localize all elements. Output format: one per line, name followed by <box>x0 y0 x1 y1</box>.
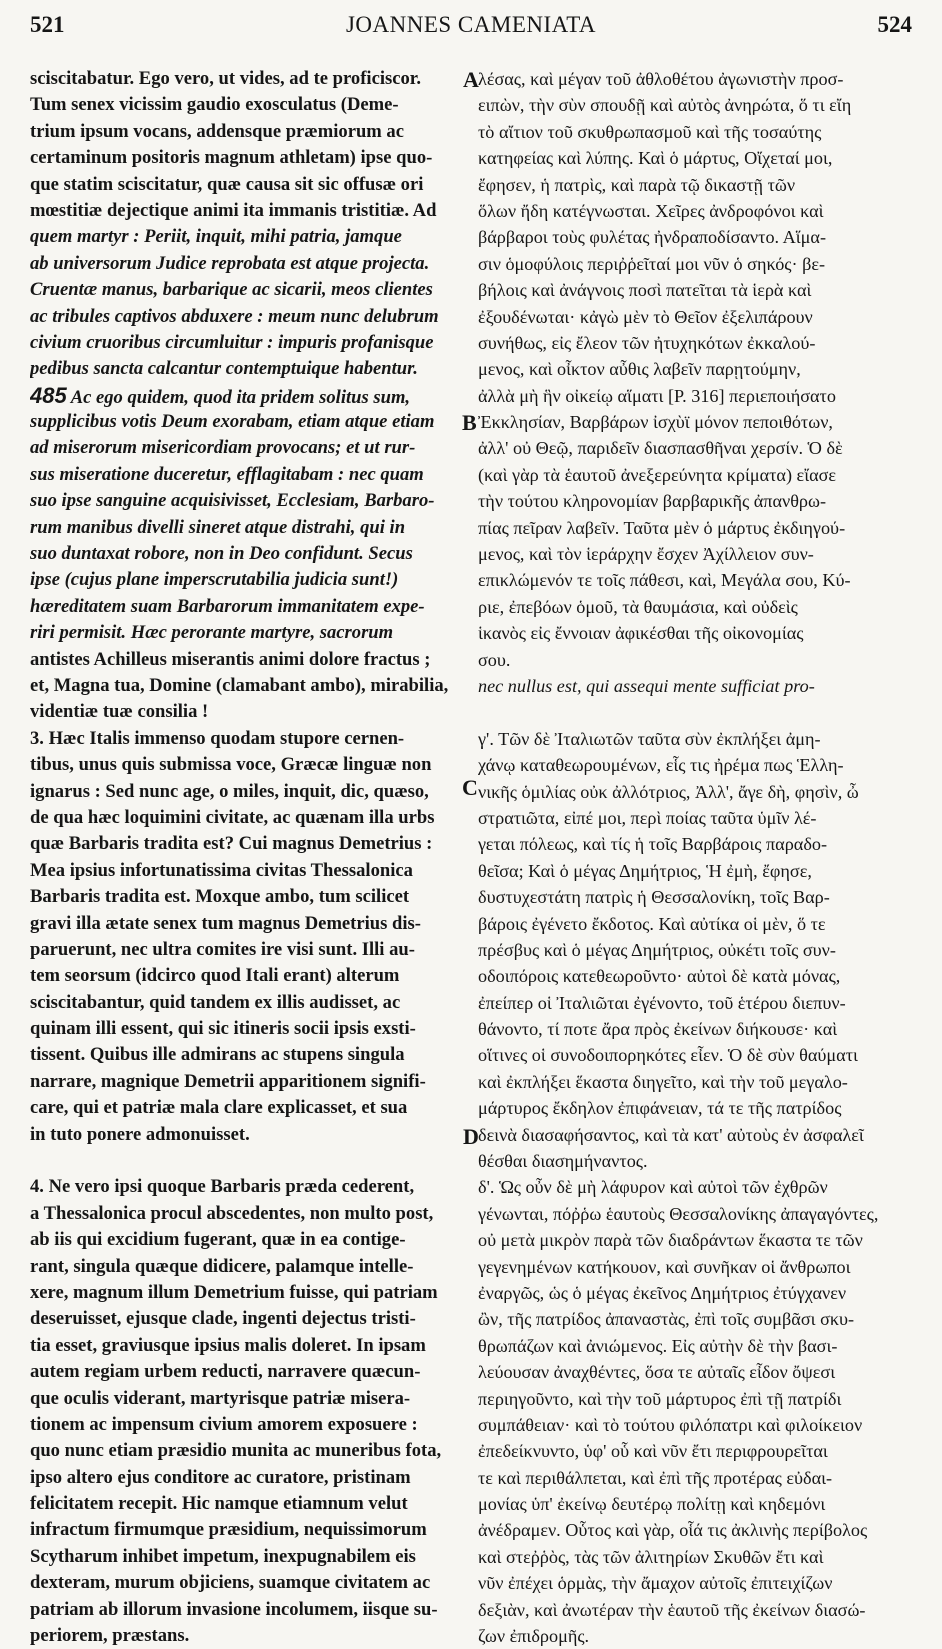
margin-page-number: 485 <box>30 382 67 408</box>
greek-text-line: δ'. Ὡς οὖν δὲ μὴ λάφυρον καὶ αὐτοὶ τῶν ἐχθρῶν <box>478 1177 828 1198</box>
latin-text-line: care, qui et patriæ mala clare explicasset, et sua <box>30 1097 408 1119</box>
latin-text-line: quem martyr : Periit, inquit, mihi patria, jamque <box>30 226 402 248</box>
latin-text-line: ab iis qui excidium fugerant, quæ in ea contige- <box>30 1229 406 1251</box>
section-marker-c: C <box>462 775 478 800</box>
greek-text-line: νικῆς ὁμιλίας οὐκ ἀλλότριος, Ἀλλ', ἄγε δὴ, φησὶν, ὦ <box>478 781 859 802</box>
greek-text-line: τὸ αἴτιον τοῦ σκυθρωπασμοῦ καὶ τῆς τοσαύτης <box>478 121 822 142</box>
latin-text-line: et, Magna tua, Domine (clamabant ambo), mirabilia, <box>30 674 449 696</box>
latin-text-line: videntiæ tuæ consilia ! <box>30 701 209 723</box>
latin-text-line <box>30 383 460 409</box>
greek-text-line: μενος, καὶ τὸν ἱεράρχην ἔσχεν Ἀχίλλειον συν- <box>478 544 814 565</box>
latin-text-line: tem seorsum (idcirco quod Itali erant) alterum <box>30 965 400 987</box>
greek-text-line: ζων ἐπιδρομῆς. <box>478 1626 590 1647</box>
latin-text-line-text: Ac ego quidem, quod ita pridem solitus sum, <box>70 386 411 408</box>
section-marker-b: B <box>462 410 477 435</box>
latin-text-line: xere, magnum illum Demetrium fuisse, qui patriam <box>30 1281 438 1303</box>
latin-text-line: antistes Achilleus miserantis animi dolore fractus ; <box>30 648 431 670</box>
greek-text-line: θέσθαι διασημήναντος. <box>478 1151 648 1172</box>
latin-text-line: paruerunt, nec ultra comites ire visi sunt. Illi au- <box>30 938 415 960</box>
latin-text-line: patriam ab illorum invasione incolumem, iisque su- <box>30 1598 438 1620</box>
latin-text-line: riri permisit. Hæc perorante martyre, sacrorum <box>30 622 394 644</box>
greek-text-line: συνήθως, εἰς ἔλεον τῶν ἠτυχηκότων ἐκκαλού- <box>478 332 816 353</box>
latin-text-line: ac tribules captivos abduxere : meum nunc delubrum <box>30 305 439 327</box>
greek-text-line: πρέσβυς καὶ ὁ μέγας Δημήτριος, οὐκέτι τοῖς συν- <box>478 939 836 960</box>
latin-text-line: trium ipsum vocans, addensque præmiorum ac <box>30 120 404 142</box>
latin-text-line: infractum firmumque præsidium, nequissimorum <box>30 1519 427 1541</box>
latin-text-line: quæ Barbaris tradita est? Cui magnus Demetrius : <box>30 833 433 855</box>
greek-text-line: ἱκανὸς εἰς ἔννοιαν ἀφικέσθαι τῆς οἰκονομίας <box>478 623 804 644</box>
latin-text-line: a Thessalonica procul abscedentes, non multo post, <box>30 1202 434 1224</box>
greek-text-line: οδοιπόροις κατεθεωροῦντο· αὐτοὶ δὲ κατὰ μόνας, <box>478 966 841 987</box>
latin-text-line: narrare, magnique Demetrii apparitionem signifi- <box>30 1070 426 1092</box>
greek-text-line: οὐ μετὰ μικρὸν παρὰ τῶν διαδράντων ἕκαστα τε τῶν <box>478 1230 863 1251</box>
latin-text-line: tia esset, graviusque ipsius malis doleret. In ipsam <box>30 1334 426 1356</box>
running-header <box>30 8 912 48</box>
greek-text-line: (καὶ γὰρ τὰ ἑαυτοῦ ἀνεξερεύνητα κρίματα) εἴασε <box>478 464 837 485</box>
latin-text-line: sus miseratione duceretur, efflagitabam : nec quam <box>30 463 424 485</box>
latin-text-line: ab universorum Judice reprobata est atque projecta. <box>30 252 430 274</box>
latin-text-line: suo duntaxat robore, non in Deo confidunt. Secus <box>30 543 413 565</box>
greek-text-line: καὶ στεῤῥὸς, τὰς τῶν ἀλιτηρίων Σκυθῶν ἔτι καὶ <box>478 1546 824 1567</box>
greek-text-line: δεξιὰν, καὶ ἀνωτέραν τὴν ἑαυτοῦ τῆς ἐκείνων διασώ- <box>478 1599 866 1620</box>
latin-text-line: tionem ac impensum civium amorem exposuere : <box>30 1413 418 1435</box>
greek-text-line <box>478 699 914 725</box>
greek-text-line: θάνοντο, τί ποτε ἄρα πρὸς ἐκείνων διήκουσε· καὶ <box>478 1019 838 1040</box>
greek-text-line: nec nullus est, qui assequi mente sufficiat pro- <box>478 675 815 696</box>
greek-text-line: ἀνέδραμεν. Οὗτος καὶ γὰρ, οἷά τις ἀκλινὴς περίβολος <box>478 1520 868 1541</box>
greek-text-line: τὴν τούτου κληρονομίαν βαρβαρικῆς ἀπανθρω- <box>478 491 827 512</box>
latin-text-line: periorem, præstans. <box>30 1625 190 1647</box>
latin-text-line: que oculis viderant, martyrisque patriæ misera- <box>30 1387 411 1409</box>
latin-text-line: hæreditatem suam Barbarorum immanitatem expe- <box>30 595 425 617</box>
greek-text-line: ἐξουδένωται· κἀγὼ μὲν τὸ Θεῖον ἐξελιπάρουν <box>478 306 813 327</box>
greek-text-line: περιηγοῦντο, καὶ τὴν τοῦ μάρτυρος ἐπὶ τῇ πατρίδι <box>478 1388 842 1409</box>
latin-text-line: ignarus : Sed nunc age, o miles, inquit, dic, quæso, <box>30 780 429 802</box>
latin-text-line: pedibus sancta calcantur contemptuique habentur. <box>30 358 418 380</box>
greek-text-line: θρωπάζων καὶ ἀνιώμενος. Εἰς αὐτὴν δὲ τὴν βασι- <box>478 1335 838 1356</box>
greek-text-line: ριε, ἐπεβόων ὁμοῦ, τὰ θαυμάσια, καὶ οὐδεὶς <box>478 596 798 617</box>
latin-text-line: certaminum positoris magnum athletam) ipse quo- <box>30 147 433 169</box>
greek-text-line: επικλώμενόν τε τοῖς πάθεσι, καὶ, Μεγάλα σου, Κύ- <box>478 570 851 591</box>
greek-text-line: δεινὰ διασαφήσαντος, καὶ τὰ κατ' αὐτοὺς ἐν ἀσφαλεῖ <box>478 1124 864 1145</box>
left-page-number: 521 <box>30 12 65 37</box>
greek-text-line: ἐπείπερ οἱ Ἰταλιῶται ἐγένοντο, τοῦ ἑτέρου διεπυν- <box>478 992 846 1013</box>
greek-text-line: ειπὼν, τὴν σὺν σπουδῇ καὶ αὐτὸς ἀνηρώτα, ὅ τι εἴη <box>478 95 852 116</box>
latin-text-line: autem regiam urbem reducti, narravere quæcun- <box>30 1361 421 1383</box>
latin-text-line: supplicibus votis Deum exorabam, etiam atque etiam <box>30 411 435 433</box>
latin-text-line: deseruisset, ejusque clade, ingenti dejectus tristi- <box>30 1308 416 1330</box>
latin-text-line: tibus, unus quis submissa voce, Græcæ linguæ non <box>30 754 432 776</box>
latin-text-line: sciscitabantur, quid tandem ex illis audisset, ac <box>30 991 401 1013</box>
greek-text-line: γεται πόλεως, καὶ τίς ἡ τοῖς Βαρβάροις παραδο- <box>478 834 828 855</box>
running-title: JOANNES CAMENIATA <box>345 12 597 37</box>
latin-column <box>30 66 460 1649</box>
latin-text-line: Mea ipsius infortunatissima civitas Thessalonica <box>30 859 413 881</box>
latin-text-line <box>30 1148 460 1174</box>
greek-text-line: σιν ὁμοφύλοις περιῤῥεῖταί μοι νῦν ὁ σηκός· βε- <box>478 253 826 274</box>
latin-text-line: quinam illi essent, qui sic itineris socii ipsis exsti- <box>30 1018 416 1040</box>
latin-text-line: ipso altero ejus conditore ac curatore, pristinam <box>30 1466 411 1488</box>
greek-text-line: γ'. Τῶν δὲ Ἰταλιωτῶν ταῦτα σὺν ἐκπλήξει ἀμη- <box>478 728 821 749</box>
latin-text-line: in tuto ponere admonuisset. <box>30 1123 250 1145</box>
greek-text-line: νῦν ἐπέχει ὁρμὰς, τὴν ἄμαχον αὐτοῖς ἐπιτειχίζων <box>478 1573 833 1594</box>
greek-text-line: θεῖσα; Καὶ ὁ μέγας Δημήτριος, Ἡ ἐμὴ, ἔφησε, <box>478 860 812 881</box>
greek-text-line: γένωνται, πόῤῥω ἑαυτοὺς Θεσσαλονίκης ἀπαγαγόντες, <box>478 1203 879 1224</box>
section-marker-a: A <box>463 67 479 92</box>
greek-text-line: στρατιῶτα, εἰπέ μοι, περὶ ποίας ταῦτα ὑμῖν λέ- <box>478 807 817 828</box>
latin-text-line: de qua hæc loquimini civitate, ac quænam illa urbs <box>30 806 435 828</box>
greek-text-line: σου. <box>478 649 511 670</box>
latin-text-line: mœstitiæ dejectique animi ita immanis tristitiæ. Ad <box>30 199 437 221</box>
greek-text-line: ἐπεδείκνυντο, ὑφ' οὗ καὶ νῦν ἔτι περιφρουρεῖται <box>478 1441 828 1462</box>
latin-text-line: Barbaris tradita est. Moxque ambo, tum scilicet <box>30 886 410 908</box>
greek-text-line: ἔφησεν, ἡ πατρὶς, καὶ παρὰ τῷ δικαστῇ τῶν <box>478 174 796 195</box>
latin-text-line: felicitatem recepit. Hic namque etiamnum velut <box>30 1493 408 1515</box>
greek-text-line: ἀλλὰ μὴ ἣν οἰκείῳ αἵματι [P. 316] περιεποιήσατο <box>478 385 836 406</box>
greek-text-line: ὢν, τῆς πατρίδος ἀπαναστὰς, ἐπὶ τοῖς συμβᾶσι σκυ- <box>478 1309 855 1330</box>
latin-text-line: civium cruoribus circumluitur : impuris profanisque <box>30 331 434 353</box>
latin-text-line: rant, singula quæque didicere, palamque intelle- <box>30 1255 414 1277</box>
latin-text-line: tissent. Quibus ille admirans ac stupens singula <box>30 1044 405 1066</box>
latin-text-line: gravi illa ætate senex tum magnus Demetrius dis- <box>30 912 421 934</box>
latin-text-line: que statim sciscitatur, quæ causa sit sic offusæ ori <box>30 173 424 195</box>
latin-text-line: quo nunc etiam præsidio munita ac muneribus fota, <box>30 1440 442 1462</box>
latin-text-line: dexteram, murum objiciens, suamque civitatem ac <box>30 1572 431 1594</box>
greek-text-line: ὅλων ἤδη κατέγνωσται. Χεῖρες ἀνδροφόνοι καὶ <box>478 200 824 221</box>
greek-text-line: γεγενημένων κατήκουον, καὶ συνῆκαν οἱ ἄνθρωποι <box>478 1256 851 1277</box>
greek-text-line: λεύουσαν ἀναχθέντες, ὅσα τε αὐταῖς εἶδον ὄψεσι <box>478 1362 836 1383</box>
right-page-number: 524 <box>877 12 912 37</box>
latin-text-line: 4. Ne vero ipsi quoque Barbaris præda cederent, <box>30 1176 415 1198</box>
greek-text-line: Ἐκκλησίαν, Βαρβάρων ἰσχὺϊ μόνον πεποιθότων, <box>478 412 833 433</box>
greek-text-line: συμπάθειαν· καὶ τὸ τούτου φιλόπατρι καὶ φιλοίκειον <box>478 1414 863 1435</box>
latin-text-line: Cruentæ manus, barbarique ac sicarii, meos clientes <box>30 279 433 301</box>
latin-text-line: ipse (cujus plane imperscrutabilia judicia sunt!) <box>30 569 399 591</box>
latin-text-line: sciscitabatur. Ego vero, ut vides, ad te proficiscor. <box>30 68 421 89</box>
section-marker-d: D <box>463 1124 479 1149</box>
latin-text-line: ad miserorum misericordiam provocans; et ut rur- <box>30 437 416 459</box>
greek-text-line: βάρβαροι τοὺς φυλέτας ἠνδραποδίσαντο. Αἵμα- <box>478 227 827 248</box>
latin-text-line: 3. Hæc Italis immenso quodam stupore cernen- <box>30 727 405 749</box>
greek-text-line: δυστυχεστάτη πατρὶς ἡ Θεσσαλονίκη, τοῖς Βαρ- <box>478 887 830 908</box>
greek-text-line: λέσας, καὶ μέγαν τοῦ ἀθλοθέτου ἀγωνιστὴν προσ- <box>478 69 844 89</box>
latin-text-line: suo ipse sanguine acquisivisset, Ecclesiam, Barbaro- <box>30 490 435 512</box>
latin-text-line: Scytharum inhibet impetum, inexpugnabilem eis <box>30 1545 416 1567</box>
greek-text-line: μενος, καὶ οἶκτον αὖθις λαβεῖν παρῃτούμην, <box>478 359 801 380</box>
greek-text-line: ἐναργῶς, ὡς ὁ μέγας ἐκεῖνος Δημήτριος ἐτύγχανεν <box>478 1282 847 1303</box>
greek-text-line: μονίας ὑπ' ἐκείνῳ δευτέρῳ πολίτῃ καὶ κηδεμόνι <box>478 1494 826 1515</box>
greek-text-line: τε καὶ περιθάλπεται, καὶ ἐπὶ τῆς προτέρας εὐδαι- <box>478 1467 833 1488</box>
greek-text-line: καὶ ἐκπλήξει ἕκαστα διηγεῖτο, καὶ τὴν τοῦ μεγαλο- <box>478 1071 848 1092</box>
greek-text-line: οἵτινες οἱ συνοδοιπορηκότες εἶεν. Ὁ δὲ σὺν θαύματι <box>478 1045 858 1066</box>
latin-text-line: Tum senex vicissim gaudio exosculatus (Deme- <box>30 94 399 116</box>
greek-text-line: χάνῳ καταθεωρουμένων, εἷς τις ἠρέμα πως Ἑλλη- <box>478 755 844 776</box>
greek-text-line: μάρτυρος ἔκδηλον ἐπιφάνειαν, τά τε τῆς πατρίδος <box>478 1098 842 1119</box>
greek-text-line: κατηφείας καὶ λύπης. Καὶ ὁ μάρτυς, Οἴχεταί μοι, <box>478 148 833 169</box>
greek-text-line: βάροις ἐγένετο ἔκδοτος. Καὶ αὐτίκα οἱ μὲν, ὅ τε <box>478 913 826 934</box>
greek-text-line: ἀλλ' οὐ Θεῷ, παριδεῖν διασπασθῆναι χερσίν. Ὁ δὲ <box>478 438 843 459</box>
latin-text-line: rum manibus divelli sineret atque distrahi, qui in <box>30 516 406 538</box>
greek-column <box>478 66 914 1649</box>
greek-text-line: βήλοις καὶ ἀνάγνοις ποσὶ πατεῖται τὰ ἱερὰ καὶ <box>478 280 812 301</box>
greek-text-line: πίας πεῖραν λαβεῖν. Ταῦτα μὲν ὁ μάρτυς ἐκδιηγού- <box>478 517 846 538</box>
